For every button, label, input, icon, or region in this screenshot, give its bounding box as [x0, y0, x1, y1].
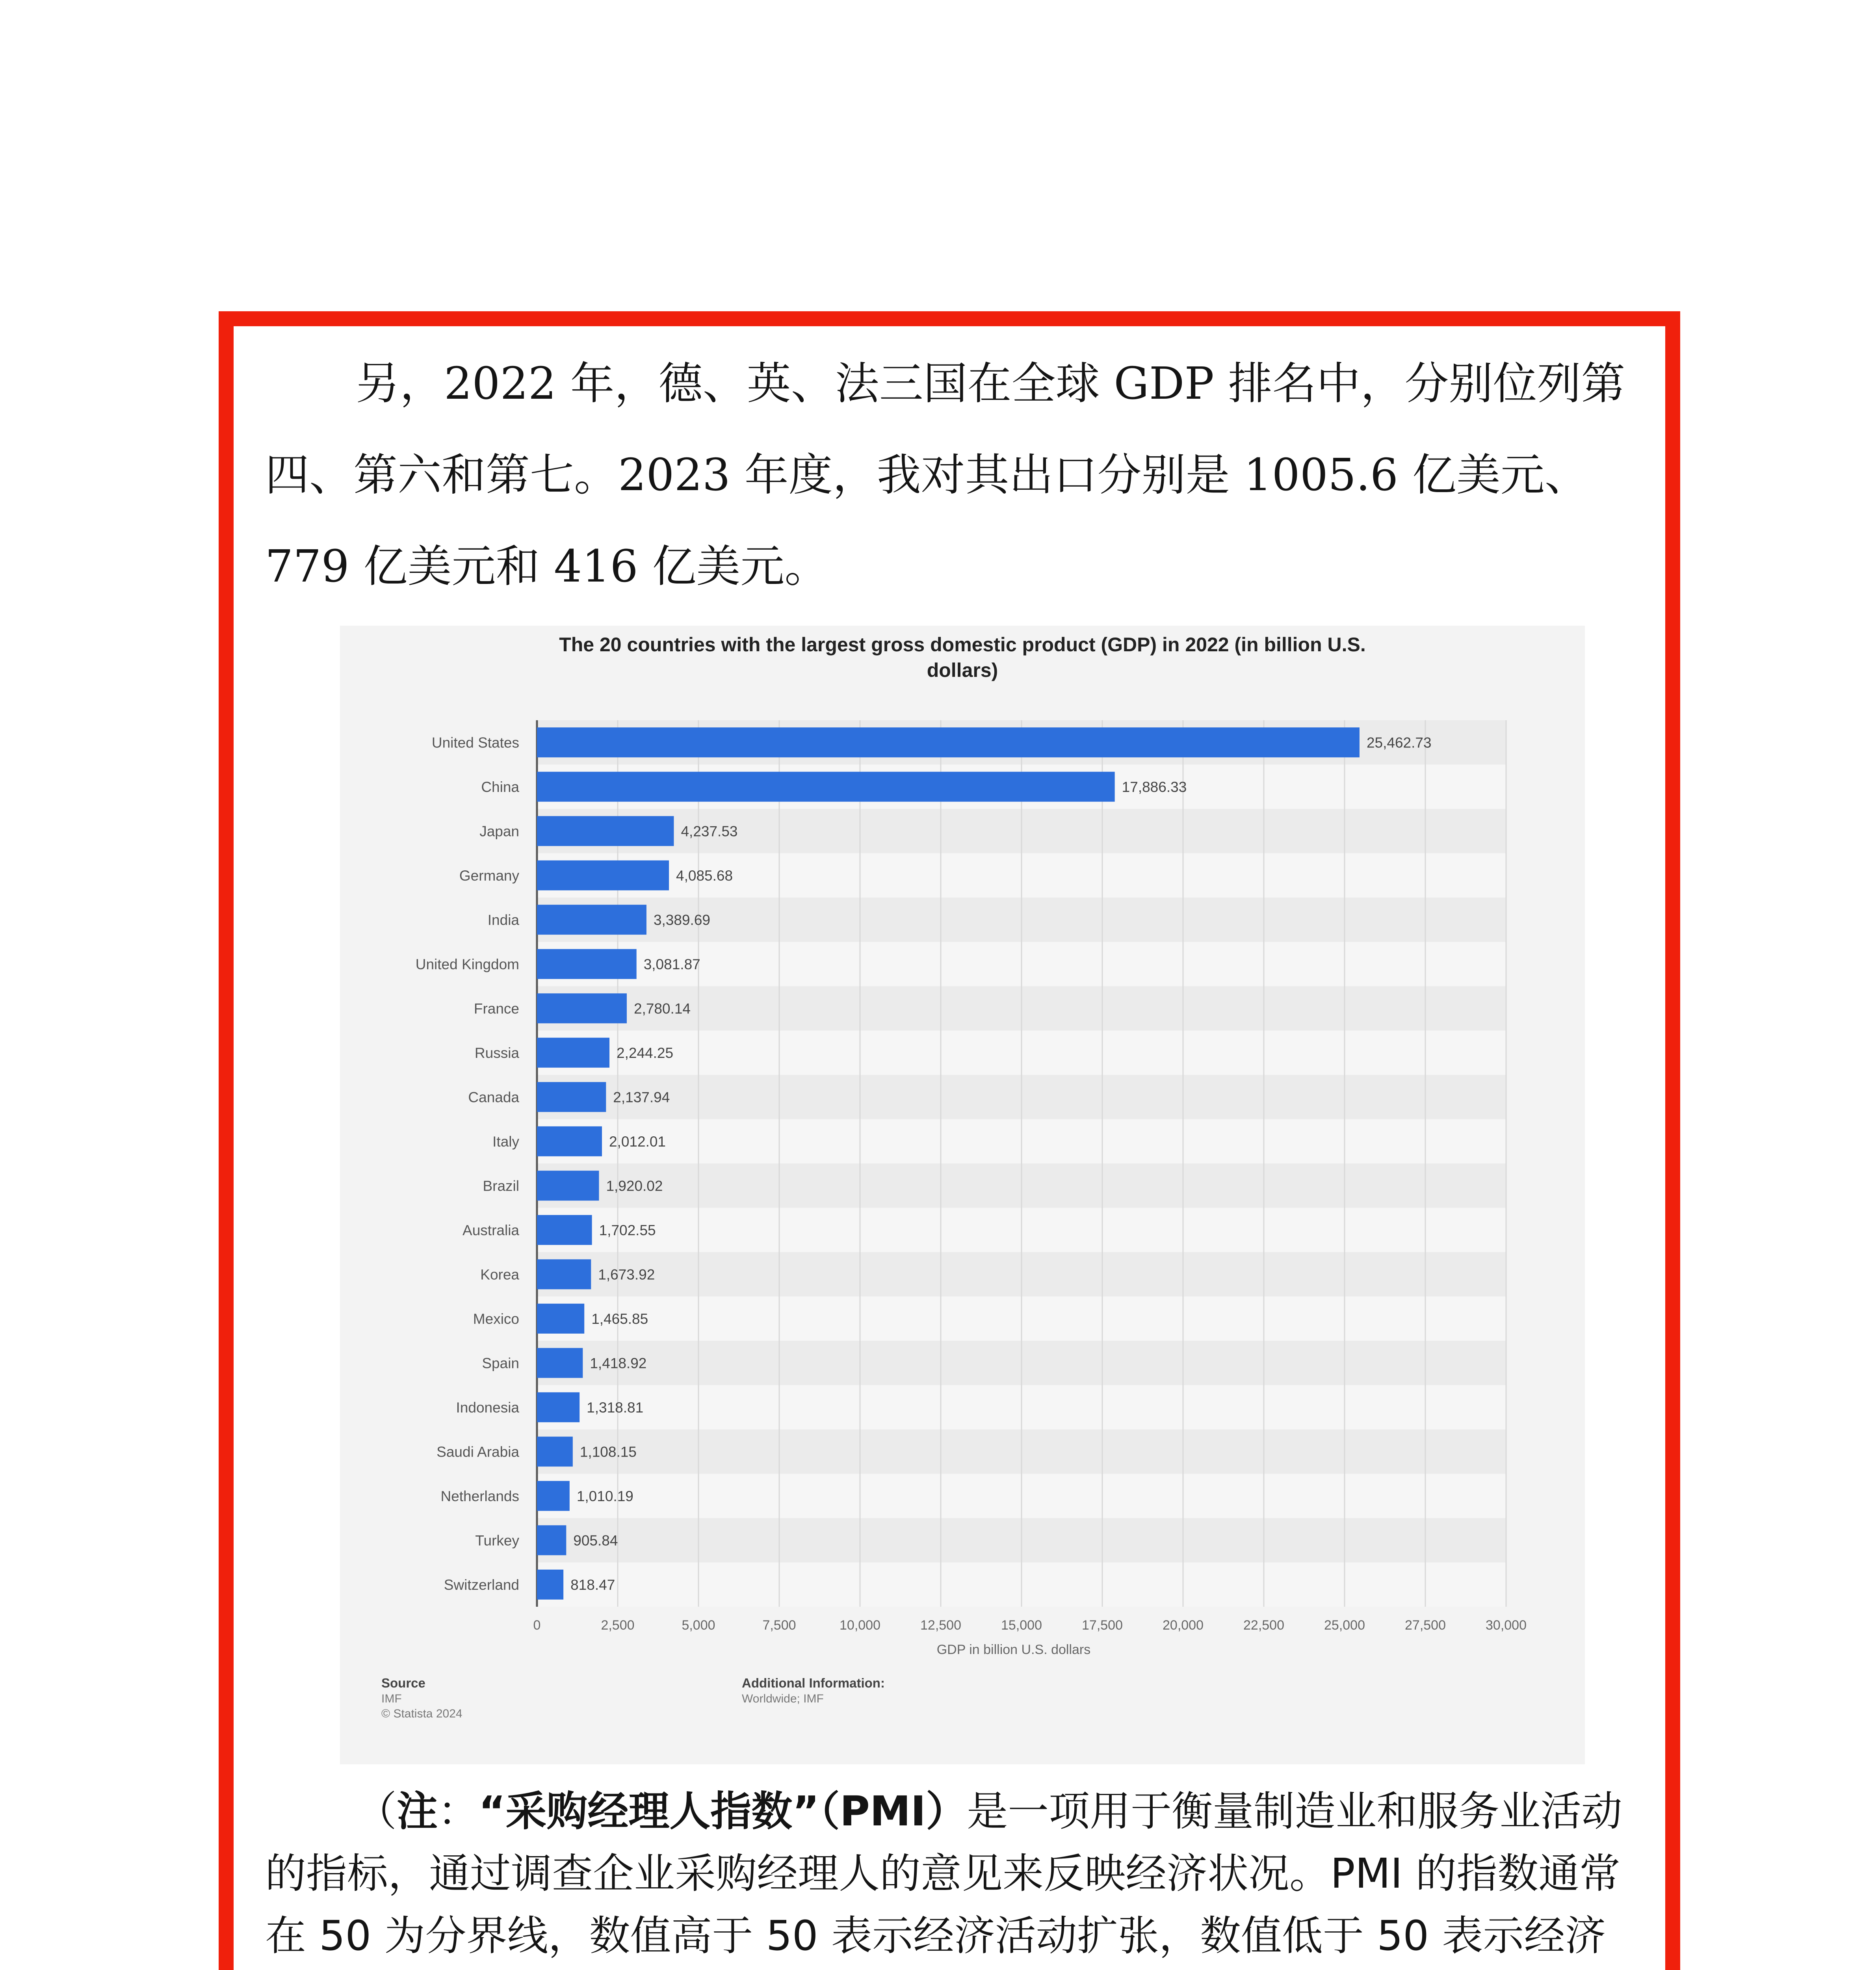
x-tick-label: 2,500 — [601, 1618, 635, 1633]
category-label: Switzerland — [444, 1576, 519, 1593]
source-heading: Source — [381, 1676, 425, 1690]
bar — [537, 1392, 580, 1422]
page-frame — [219, 311, 1680, 1970]
category-label: Korea — [480, 1266, 519, 1283]
gdp-chart-svg — [340, 626, 1585, 1764]
value-label: 4,237.53 — [681, 823, 738, 840]
category-label: Germany — [459, 867, 519, 884]
intro-paragraph: 另，2022 年，德、英、法三国在全球 GDP 排名中，分别位列第四、第六和第七。2023 年度，我对其出口分别是 1005.6 亿美元、779 亿美元和 416 亿美元。 — [265, 358, 1625, 592]
bar — [537, 1215, 592, 1245]
category-label: Japan — [479, 823, 519, 840]
category-label: Russia — [474, 1044, 519, 1061]
bar — [537, 1038, 609, 1068]
note-label: 注 — [397, 1787, 438, 1835]
bar — [537, 1481, 570, 1511]
x-tick-label: 17,500 — [1082, 1618, 1123, 1633]
value-label: 1,108.15 — [580, 1444, 637, 1460]
note-colon: ： — [438, 1787, 479, 1835]
x-tick-label: 5,000 — [682, 1618, 715, 1633]
category-label: France — [474, 1000, 519, 1017]
bar — [537, 993, 627, 1023]
category-label: Turkey — [475, 1532, 519, 1549]
x-tick-label: 7,500 — [762, 1618, 796, 1633]
bar — [537, 1570, 563, 1600]
bar — [537, 772, 1115, 802]
value-label: 3,389.69 — [653, 912, 710, 928]
x-tick-label: 22,500 — [1243, 1618, 1284, 1633]
notes-section — [265, 1780, 1636, 1970]
note-open-paren: （ — [356, 1787, 397, 1835]
bar — [537, 1259, 591, 1289]
x-tick-label: 30,000 — [1486, 1618, 1527, 1633]
value-label: 818.47 — [570, 1576, 615, 1593]
category-label: Brazil — [483, 1178, 519, 1194]
bar — [537, 1525, 566, 1555]
value-label: 1,702.55 — [599, 1222, 656, 1238]
category-label: Canada — [468, 1089, 519, 1106]
bar — [537, 1082, 606, 1112]
chart-title-line-2: dollars) — [927, 659, 998, 681]
bar — [537, 1348, 583, 1378]
bar — [537, 949, 637, 979]
x-tick-label: 0 — [533, 1618, 541, 1633]
category-label: Spain — [482, 1355, 519, 1372]
x-tick-label: 25,000 — [1324, 1618, 1365, 1633]
x-tick-label: 15,000 — [1001, 1618, 1042, 1633]
additional-info-text: Worldwide; IMF — [742, 1692, 824, 1705]
note-paragraph-1 — [265, 1780, 1636, 1970]
x-tick-label: 20,000 — [1163, 1618, 1204, 1633]
source-line: © Statista 2024 — [381, 1707, 462, 1720]
value-label: 1,010.19 — [576, 1488, 633, 1504]
value-label: 2,137.94 — [613, 1089, 670, 1106]
category-label: Netherlands — [440, 1488, 519, 1504]
bar — [537, 1437, 573, 1466]
category-label: United States — [431, 734, 519, 751]
category-label: Mexico — [473, 1310, 519, 1327]
category-label: Italy — [492, 1133, 519, 1150]
category-label: Saudi Arabia — [436, 1444, 519, 1460]
x-tick-label: 27,500 — [1405, 1618, 1446, 1633]
category-label: India — [487, 912, 519, 928]
value-label: 2,780.14 — [633, 1000, 691, 1017]
note-p1-text: 是一项用于衡量制造业和服务业活动的指标，通过调查企业采购经理人的意见来反映经济状况。PMI 的指数通常在 50 为分界线，数值高于 50 表示经济活动扩张，数值低于 50 表示经济 — [265, 1787, 1623, 1960]
additional-info-heading: Additional Information: — [742, 1676, 885, 1690]
source-line: IMF — [381, 1692, 402, 1705]
x-tick-label: 12,500 — [920, 1618, 961, 1633]
value-label: 3,081.87 — [643, 956, 700, 972]
category-label: Australia — [462, 1222, 519, 1238]
value-label: 4,085.68 — [676, 867, 733, 884]
x-axis-label: GDP in billion U.S. dollars — [936, 1642, 1091, 1657]
value-label: 905.84 — [573, 1532, 618, 1549]
value-label: 2,244.25 — [617, 1044, 674, 1061]
value-label: 2,012.01 — [609, 1133, 666, 1150]
bar — [537, 1171, 599, 1201]
note-term: “采购经理人指数”（PMI） — [479, 1787, 967, 1835]
bar — [537, 1126, 602, 1156]
category-label: United Kingdom — [415, 956, 519, 972]
bar — [537, 816, 674, 846]
value-label: 25,462.73 — [1366, 734, 1432, 751]
value-label: 1,673.92 — [598, 1266, 655, 1283]
gdp-chart — [340, 626, 1585, 1764]
bar — [537, 905, 646, 935]
category-label: Indonesia — [456, 1399, 519, 1416]
x-tick-label: 10,000 — [840, 1618, 880, 1633]
bar — [537, 860, 669, 890]
chart-title: The 20 countries with the largest gross domestic product (GDP) in 2022 (in billion U.S. — [559, 634, 1366, 656]
value-label: 1,920.02 — [606, 1178, 663, 1194]
bar — [537, 1304, 584, 1334]
value-label: 17,886.33 — [1122, 779, 1187, 795]
value-label: 1,418.92 — [590, 1355, 647, 1372]
value-label: 1,318.81 — [587, 1399, 644, 1416]
value-label: 1,465.85 — [591, 1310, 648, 1327]
category-label: China — [481, 779, 519, 795]
bar — [537, 727, 1360, 757]
